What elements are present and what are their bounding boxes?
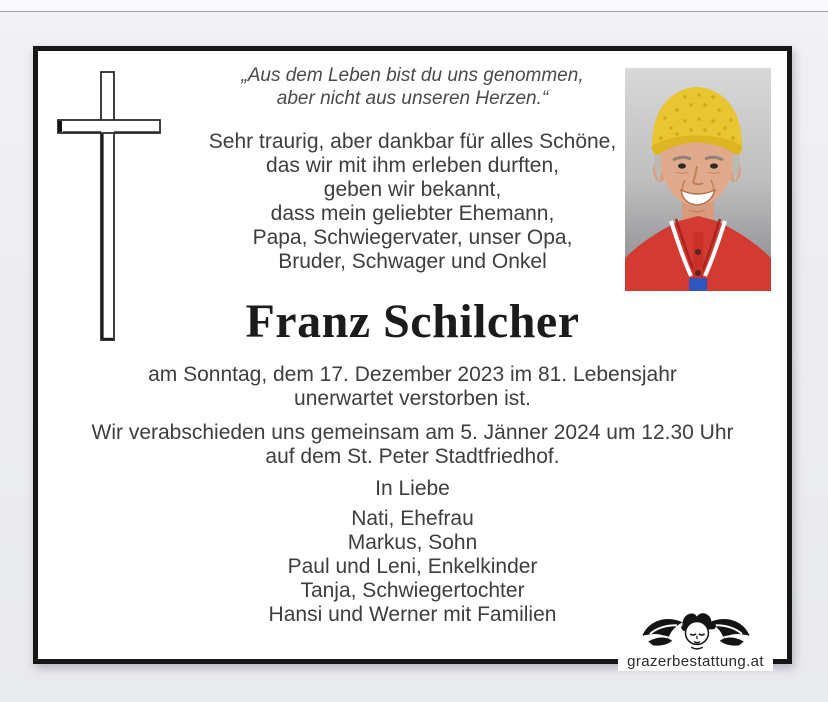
deceased-name: Franz Schilcher [245, 295, 580, 348]
death-date-paragraph [38, 363, 787, 411]
death-line-1: am Sonntag, dem 17. Dezember 2023 im 81. Lebensjahr [148, 363, 677, 386]
farewell-line-1: Wir verabschieden uns gemeinsam am 5. Jänner 2024 um 12.30 Uhr [91, 421, 734, 444]
farewell-line-2: auf dem St. Peter Stadtfriedhof. [265, 445, 560, 468]
farewell-paragraph [38, 421, 787, 469]
intro-line-3: geben wir bekannt, [323, 178, 502, 201]
intro-line-2: das wir mit ihm erleben durften, [266, 154, 559, 177]
closing-phrase: In Liebe [375, 477, 450, 500]
death-line-2: unerwartet verstorben ist. [294, 387, 531, 410]
intro-line-1: Sehr traurig, aber dankbar für alles Schöne, [208, 130, 617, 153]
angel-icon [637, 609, 755, 653]
window-top-strip [0, 0, 828, 11]
intro-line-4: dass mein geliebter Ehemann, [270, 202, 555, 225]
funeral-home-name: grazerbestattung.at [627, 653, 764, 670]
notice-text [38, 51, 787, 659]
obituary-card [33, 46, 792, 670]
mourner-line-5: Hansi und Werner mit Familien [268, 603, 557, 626]
intro-line-5: Papa, Schwiegervater, unser Opa, [252, 226, 573, 249]
funeral-home-logo [618, 609, 773, 671]
announcement-paragraph [38, 130, 787, 274]
mourner-line-3: Paul und Leni, Enkelkinder [287, 555, 538, 578]
top-divider-line [0, 11, 828, 12]
mourner-line-2: Markus, Sohn [347, 531, 478, 554]
mourner-line-4: Tanja, Schwiegertochter [300, 579, 525, 602]
quote-line-2: aber nicht aus unseren Herzen.“ [276, 88, 549, 109]
quote-line-1: „Aus dem Leben bist du uns genommen, [241, 65, 584, 86]
epigraph-quote [38, 51, 787, 110]
mourner-line-1: Nati, Ehefrau [351, 507, 474, 530]
intro-line-6: Bruder, Schwager und Onkel [278, 250, 547, 273]
